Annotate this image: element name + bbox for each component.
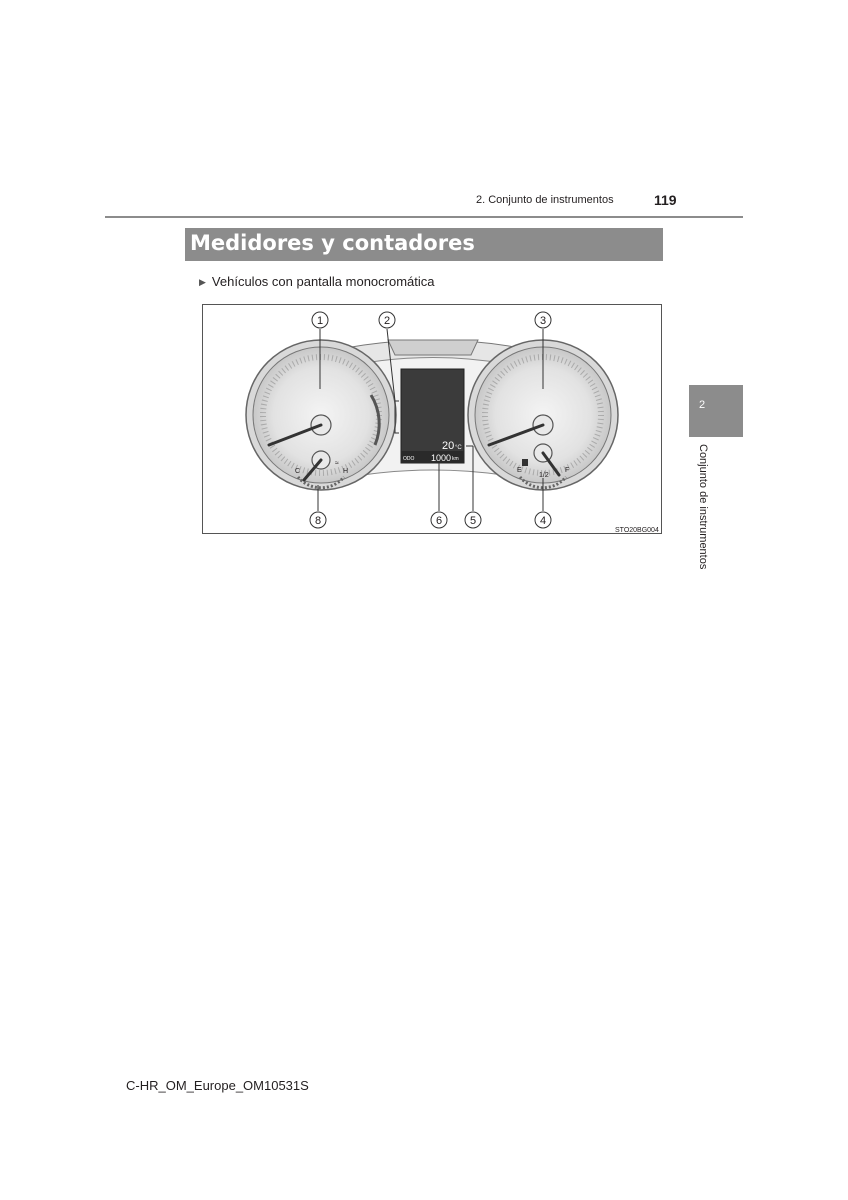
odometer-unit: km [452,456,459,462]
instrument-cluster-illustration [203,305,663,535]
gauge-label-half: 1/2 [539,472,549,479]
svg-text:1: 1 [316,315,324,327]
gauge-label-cold: C [295,468,301,475]
callout-2 [379,312,395,328]
subheading-text: Vehículos con pantalla monocromática [211,274,435,289]
fuel-pump-icon [522,459,528,466]
running-header-chapter: 2. Conjunto de instrumentos [476,194,614,206]
svg-text:4: 4 [539,515,547,527]
callout-1 [312,312,328,328]
odometer-value: 1000 [431,453,452,463]
callout-4 [535,512,551,528]
svg-text:2: 2 [383,315,391,327]
svg-text:8: 8 [314,515,322,527]
instrument-cluster-figure [202,304,662,534]
figure-code: STO20BG004 [615,527,659,534]
document-code: C-HR_OM_Europe_OM10531S [126,1078,309,1093]
subheading [199,274,435,289]
page-number: 119 [654,192,677,208]
svg-text:6: 6 [435,515,443,527]
chapter-side-tab [689,385,743,437]
hud-panel [388,340,478,355]
temperature-unit: °C [455,445,462,451]
gauge-label-full: F [565,467,570,474]
svg-text:5: 5 [469,515,477,527]
left-gauge [246,340,396,490]
chapter-side-label: Conjunto de instrumentos [697,444,709,570]
odo-label: ODO [403,456,415,462]
gauge-label-hot: H [343,468,349,475]
section-title: Medidores y contadores [190,231,475,255]
gauge-label-empty: E [517,467,522,474]
callout-3 [535,312,551,328]
outside-temperature: 20 [442,440,455,452]
callout-6 [431,512,447,528]
coolant-icon: ≈ [335,460,339,467]
header-rule [105,216,743,218]
section-title-bar [185,228,663,261]
callout-8 [310,512,326,528]
callout-5 [465,512,481,528]
svg-text:3: 3 [539,315,547,327]
triangle-bullet-icon: ▶ [199,277,206,287]
chapter-number: 2 [699,399,706,411]
